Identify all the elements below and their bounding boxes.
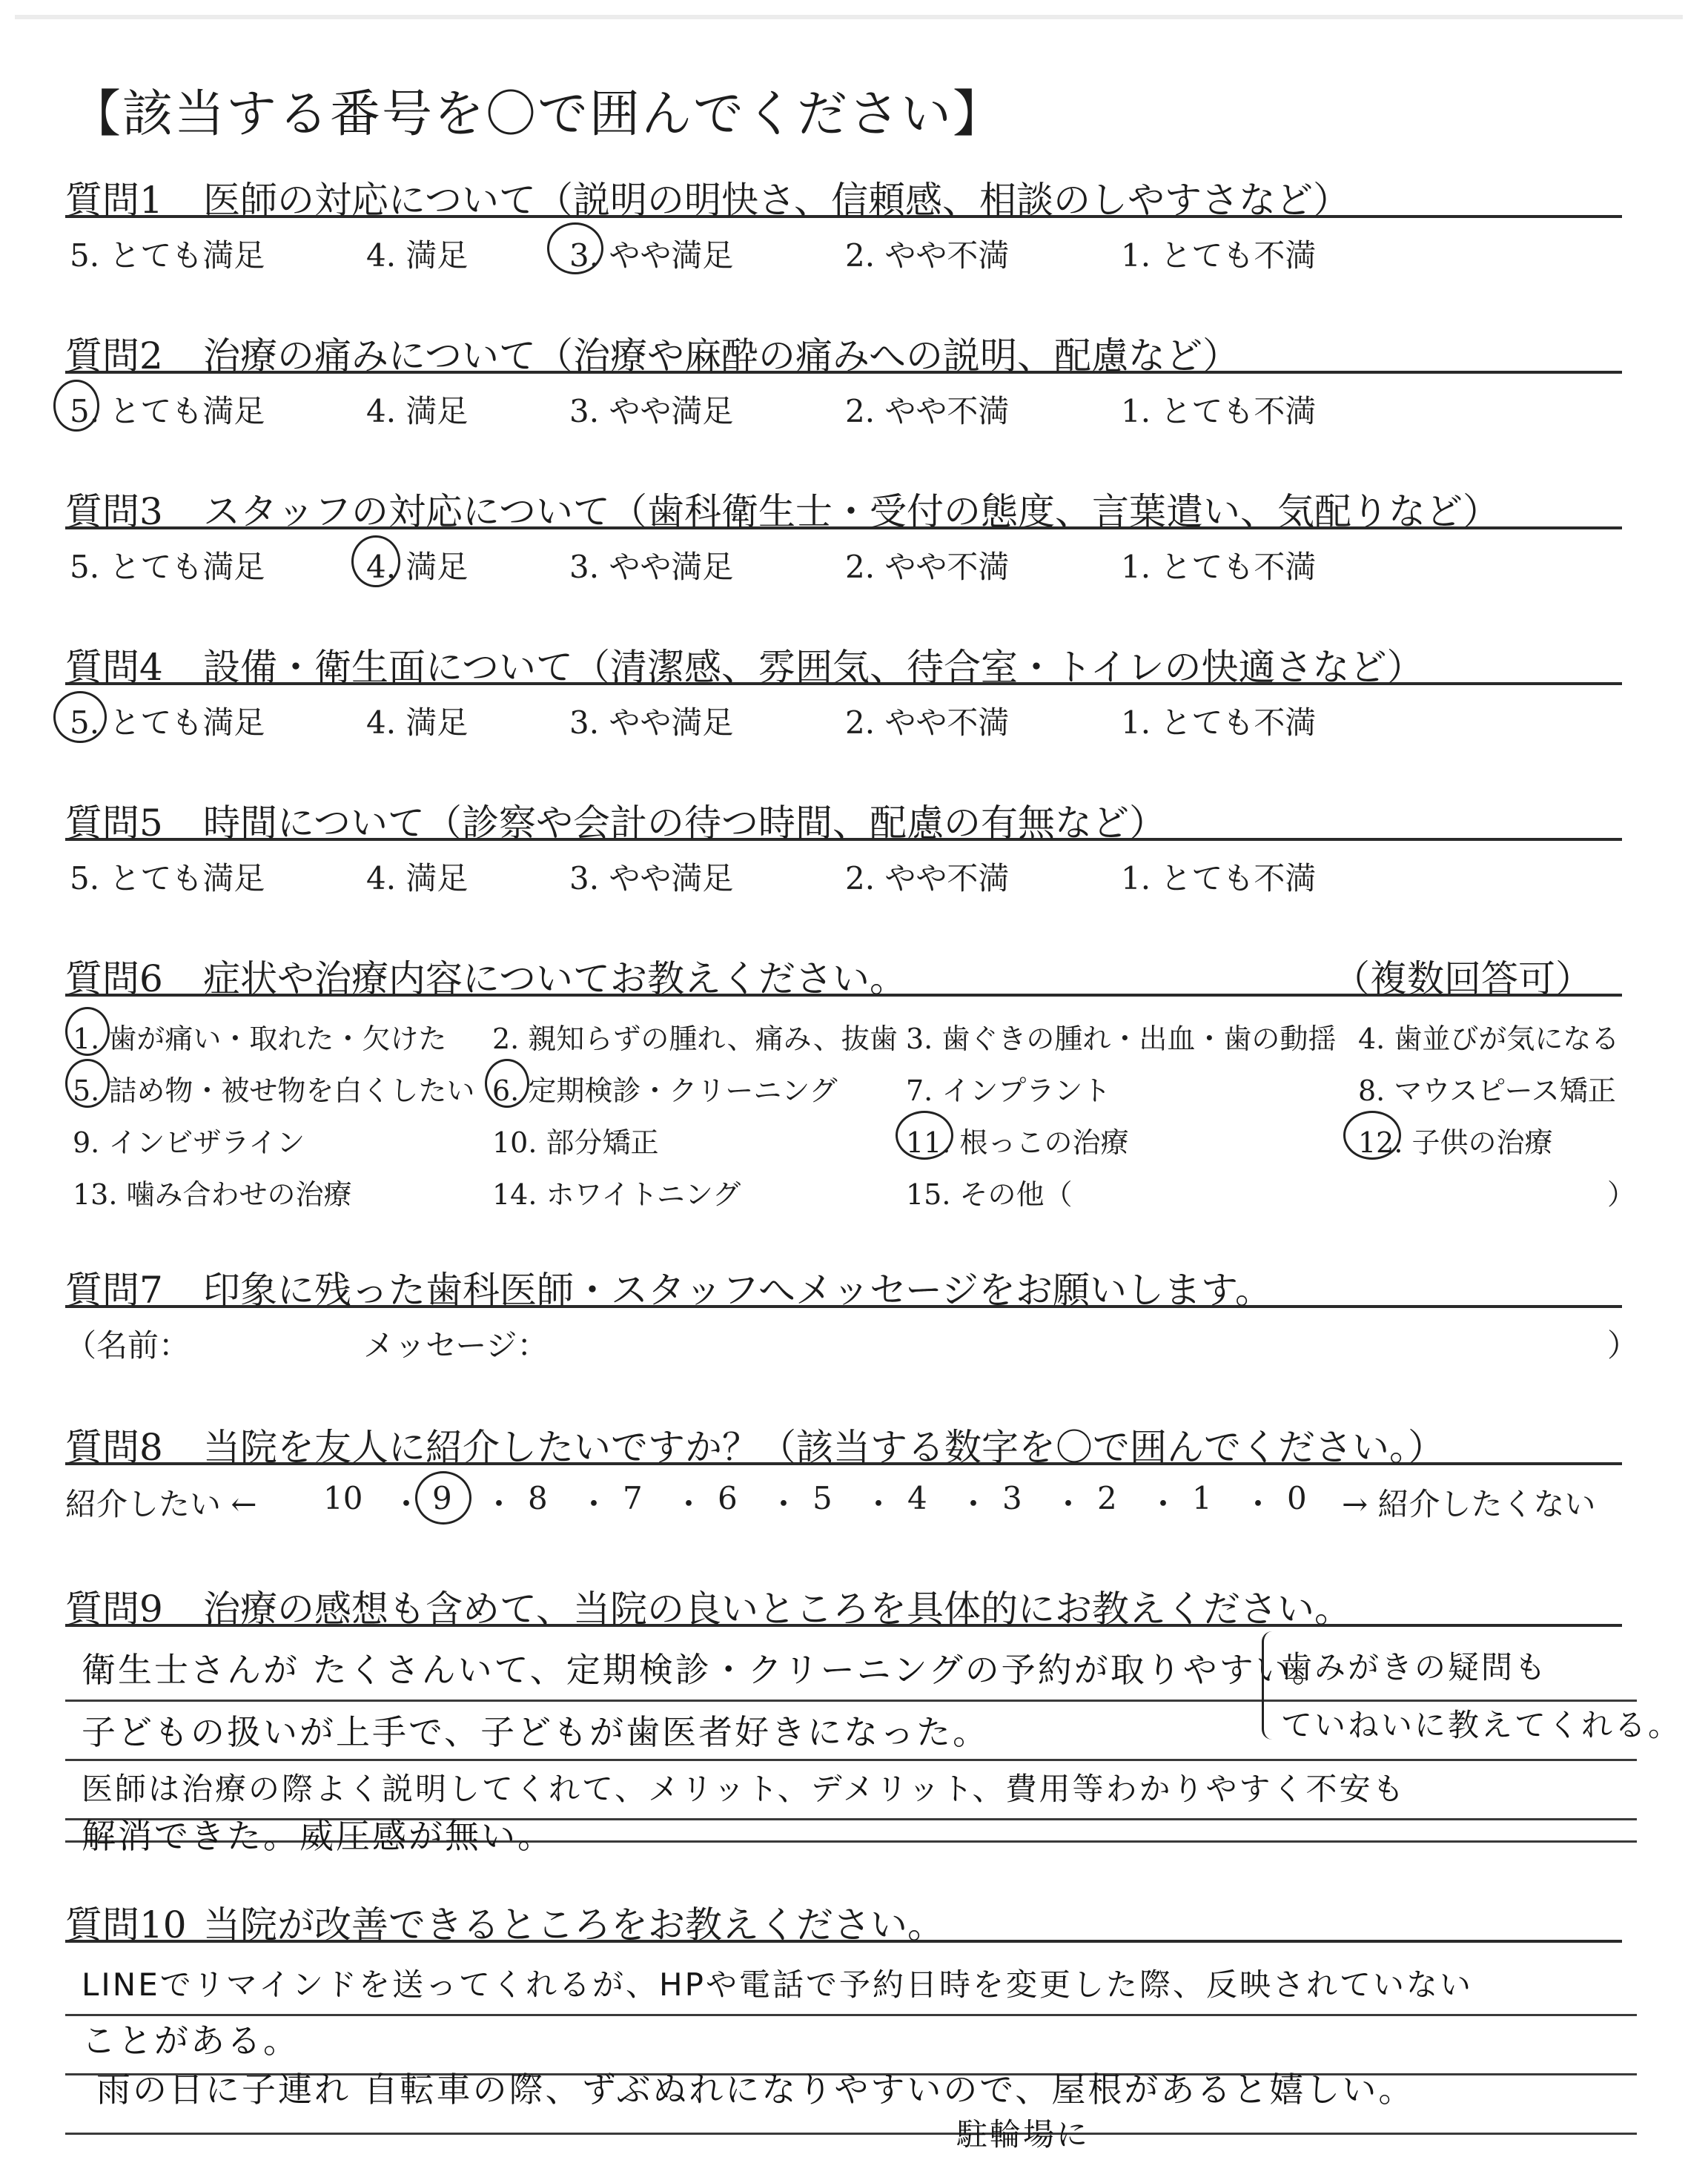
question-5: [65, 793, 1622, 845]
scan-edge: [15, 15, 1683, 19]
rating-option-3[interactable]: 3. やや満足: [569, 549, 734, 585]
question-number: 質問5: [65, 802, 163, 845]
recommend-7[interactable]: 7: [623, 1480, 643, 1516]
scale-dot: ・: [673, 1486, 705, 1522]
handwritten-answer-line: ことがある。: [82, 2021, 299, 2061]
rating-row-q3: [0, 543, 1708, 584]
recommend-2[interactable]: 2: [1097, 1480, 1117, 1516]
question-number: 質問1: [65, 179, 163, 222]
symptom-option-10[interactable]: 10. 部分矯正: [492, 1126, 659, 1159]
question-number: 質問7: [65, 1269, 163, 1312]
scale-dot: ・: [391, 1486, 423, 1522]
recommend-1[interactable]: 1: [1192, 1480, 1212, 1516]
question-number: 質問8: [65, 1426, 163, 1469]
symptom-option-7[interactable]: 7. インプラント: [906, 1074, 1111, 1107]
rating-option-3[interactable]: 3. やや満足: [569, 237, 734, 274]
question-6: [65, 949, 1622, 1000]
question-number: 質問2: [65, 334, 163, 377]
recommend-9[interactable]: 9: [432, 1480, 452, 1516]
rating-option-5[interactable]: 5. とても満足: [70, 549, 265, 585]
recommend-right-label: → 紹介したくない: [1342, 1486, 1596, 1522]
handwritten-answer-line: 子どもの扱いが上手で、子どもが歯医者好きになった。: [82, 1712, 990, 1752]
question-2: [65, 326, 1622, 377]
symptom-option-2[interactable]: 2. 親知らずの腫れ、痛み、抜歯: [492, 1023, 898, 1055]
multiple-answers-note: （複数回答可）: [1333, 957, 1592, 1000]
question-7: [65, 1261, 1622, 1312]
hand-drawn-circle: [65, 1007, 110, 1056]
hand-drawn-circle: [896, 1111, 953, 1160]
rating-option-5[interactable]: 5. とても満足: [70, 393, 265, 429]
symptom-option-1[interactable]: 1. 歯が痛い・取れた・欠けた: [73, 1023, 447, 1055]
rating-option-2[interactable]: 2. やや不満: [845, 393, 1010, 429]
rating-option-2[interactable]: 2. やや不満: [845, 549, 1010, 585]
question-text: 時間について（診察や会計の待つ時間、配慮の有無など）: [203, 802, 1166, 845]
rating-option-2[interactable]: 2. やや不満: [845, 237, 1010, 274]
rating-option-4[interactable]: 4. 満足: [366, 549, 469, 585]
handwritten-bracket: [1262, 1631, 1279, 1740]
rating-option-4[interactable]: 4. 満足: [366, 860, 469, 896]
rating-row-q1: [0, 231, 1708, 273]
answer-line: [65, 1759, 1637, 1761]
hand-drawn-circle: [547, 222, 603, 274]
rating-option-5[interactable]: 5. とても満足: [70, 237, 265, 274]
question-text: 治療の感想も含めて、当院の良いところを具体的にお教えください。: [203, 1588, 1351, 1631]
question-number: 質問3: [65, 490, 163, 533]
question-8: [65, 1418, 1622, 1469]
scale-dot: ・: [863, 1486, 895, 1522]
handwritten-answer-line: 医師は治療の際よく説明してくれて、メリット、デメリット、費用等わかりやすく不安も: [82, 1771, 1406, 1807]
symptom-option-5[interactable]: 5. 詰め物・被せ物を白くしたい: [73, 1074, 475, 1107]
symptom-option-4[interactable]: 4. 歯並びが気になる: [1358, 1023, 1620, 1055]
recommend-8[interactable]: 8: [528, 1480, 548, 1516]
question-number: 質問4: [65, 646, 163, 689]
question-text: 治療の痛みについて（治療や麻酔の痛みへの説明、配慮など）: [203, 334, 1239, 377]
question-number: 質問6: [65, 957, 163, 1000]
question-9: [65, 1579, 1622, 1631]
question-text: 当院が改善できるところをお教えください。: [203, 1903, 944, 1946]
handwritten-answer-line: 駐輪場に: [956, 2116, 1090, 2153]
symptom-option-13[interactable]: 13. 噛み合わせの治療: [73, 1178, 352, 1211]
question-1: [65, 171, 1622, 222]
rating-option-4[interactable]: 4. 満足: [366, 393, 469, 429]
rating-row-q5: [0, 854, 1708, 896]
handwritten-aside: 歯みがきの疑問も: [1281, 1649, 1549, 1685]
rating-option-2[interactable]: 2. やや不満: [845, 860, 1010, 896]
rating-option-3[interactable]: 3. やや満足: [569, 860, 734, 896]
rating-row-q4: [0, 698, 1708, 740]
symptom-option-15[interactable]: 15. その他（: [906, 1178, 1073, 1211]
question-text: スタッフの対応について（歯科衛生士・受付の態度、言葉遣い、気配りなど）: [203, 490, 1500, 533]
hand-drawn-circle: [1343, 1111, 1401, 1160]
rating-option-2[interactable]: 2. やや不満: [845, 704, 1010, 741]
other-close-paren: ）: [1607, 1178, 1636, 1211]
symptom-option-12[interactable]: 12. 子供の治療: [1358, 1126, 1553, 1159]
rating-option-5[interactable]: 5. とても満足: [70, 860, 265, 896]
symptom-option-6[interactable]: 6. 定期検診・クリーニング: [492, 1074, 838, 1107]
name-label: （名前：: [65, 1327, 191, 1364]
hand-drawn-circle: [53, 380, 99, 432]
recommend-3[interactable]: 3: [1002, 1480, 1022, 1516]
scale-dot: ・: [1148, 1486, 1179, 1522]
scale-dot: ・: [1242, 1486, 1274, 1522]
question-text: 医師の対応について（説明の明快さ、信頼感、相談のしやすさなど）: [203, 179, 1350, 222]
handwritten-answer-line: 雨の日に子連れ 自転車の際、ずぶぬれになりやすいので、屋根があると嬉しい。: [96, 2070, 1415, 2110]
scale-dot: ・: [1053, 1486, 1085, 1522]
rating-option-3[interactable]: 3. やや満足: [569, 393, 734, 429]
question-text: 設備・衛生面について（清潔感、雰囲気、待合室・トイレの快適さなど）: [203, 646, 1424, 689]
message-close-paren: ）: [1607, 1327, 1639, 1364]
symptom-option-14[interactable]: 14. ホワイトニング: [492, 1178, 741, 1211]
question-4: [65, 638, 1622, 689]
message-label: メッセージ：: [363, 1327, 549, 1364]
question-text: 症状や治療内容についてお教えください。: [203, 957, 907, 1000]
handwritten-answer-line: 解消できた。威圧感が無い。: [82, 1816, 554, 1856]
handwritten-aside: ていねいに教えてくれる。: [1281, 1707, 1682, 1743]
recommend-4[interactable]: 4: [907, 1480, 927, 1516]
hand-drawn-circle: [53, 691, 107, 743]
rating-option-4[interactable]: 4. 満足: [366, 704, 469, 741]
symptom-option-9[interactable]: 9. インビザライン: [73, 1126, 305, 1159]
recommend-left-label: 紹介したい ←: [65, 1486, 257, 1522]
rating-option-1[interactable]: 1. とても不満: [1121, 549, 1317, 585]
scale-dot: ・: [958, 1486, 990, 1522]
recommend-5[interactable]: 5: [812, 1480, 833, 1516]
hand-drawn-circle: [415, 1471, 471, 1525]
page-title: 【該当する番号を〇で囲んでください】: [70, 85, 1005, 144]
question-number: 質問9: [65, 1588, 163, 1631]
question-3: [65, 482, 1622, 533]
rating-row-q2: [0, 387, 1708, 429]
scale-dot: ・: [483, 1486, 515, 1522]
question-number: 質問10: [65, 1903, 187, 1946]
recommend-6[interactable]: 6: [718, 1480, 738, 1516]
handwritten-answer-line: LINEでリマインドを送ってくれるが、HPや電話で予約日時を変更した際、反映されていない: [82, 1966, 1473, 2003]
symptom-option-3[interactable]: 3. 歯ぐきの腫れ・出血・歯の動揺: [906, 1023, 1337, 1055]
rating-option-1[interactable]: 1. とても不満: [1121, 860, 1317, 896]
handwritten-answer-line: 衛生士さんが たくさんいて、定期検診・クリーニングの予約が取りやすい。: [82, 1650, 1328, 1690]
question-text: 当院を友人に紹介したいですか？（該当する数字を〇で囲んでください。）: [203, 1426, 1445, 1469]
hand-drawn-circle: [65, 1059, 110, 1108]
recommend-10[interactable]: 10: [323, 1480, 363, 1516]
rating-option-3[interactable]: 3. やや満足: [569, 704, 734, 741]
recommend-scale: [0, 1480, 1708, 1522]
answer-line: [65, 2014, 1637, 2016]
answer-line: [65, 2133, 1637, 2135]
recommend-0[interactable]: 0: [1287, 1480, 1307, 1516]
symptom-option-8[interactable]: 8. マウスピース矯正: [1358, 1074, 1616, 1107]
symptom-option-11[interactable]: 11. 根っこの治療: [906, 1126, 1129, 1159]
hand-drawn-circle: [485, 1059, 529, 1108]
hand-drawn-circle: [351, 535, 400, 587]
scale-dot: ・: [768, 1486, 800, 1522]
scale-dot: ・: [578, 1486, 610, 1522]
question-text: 印象に残った歯科医師・スタッフへメッセージをお願いします。: [203, 1269, 1272, 1312]
question-10: [65, 1895, 1622, 1946]
rating-option-1[interactable]: 1. とても不満: [1121, 393, 1317, 429]
rating-option-1[interactable]: 1. とても不満: [1121, 704, 1317, 741]
rating-option-4[interactable]: 4. 満足: [366, 237, 469, 274]
rating-option-5[interactable]: 5. とても満足: [70, 704, 265, 741]
rating-option-1[interactable]: 1. とても不満: [1121, 237, 1317, 274]
